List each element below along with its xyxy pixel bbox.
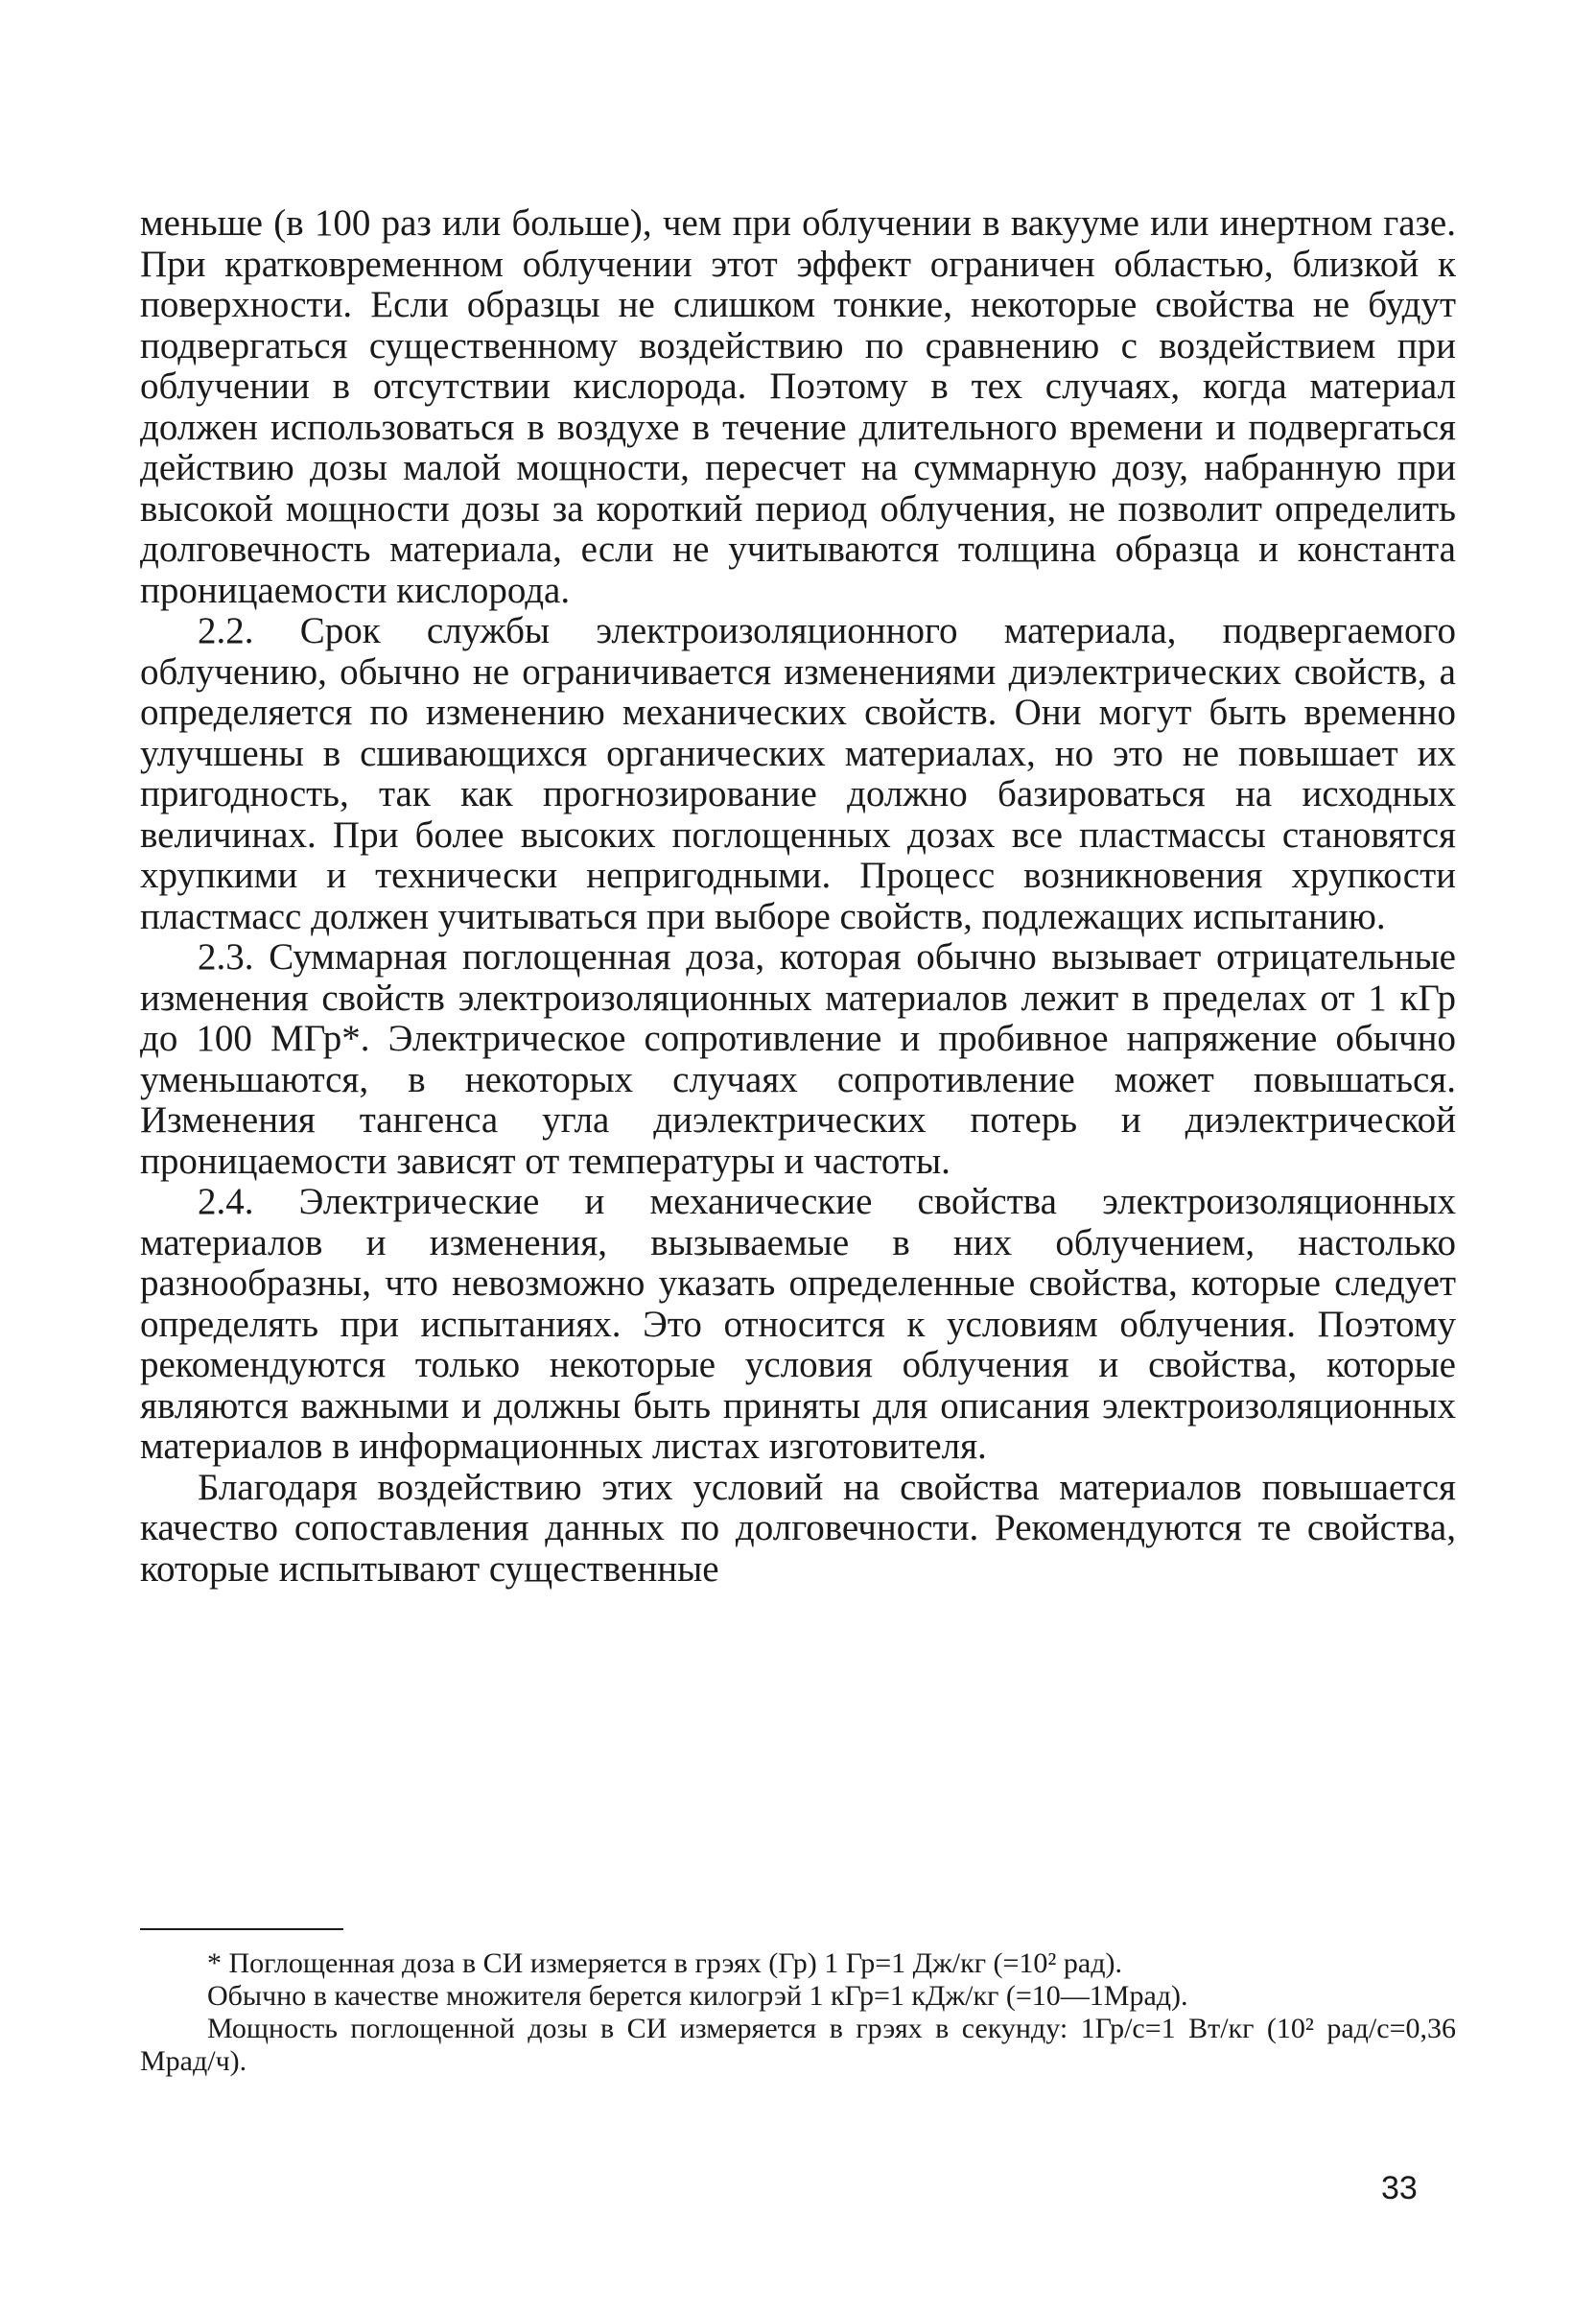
footnote-dose-rate: Мощность поглощенной дозы в СИ измеряется в грэях в секунду: 1Гр/с=1 Вт/кг (10² рад/с=0,36 Мрад/ч). [140, 2013, 1456, 2077]
footnotes [140, 1928, 1456, 2078]
paragraph-2-3: 2.3. Суммарная поглощенная доза, которая обычно вызывает отрицательные изменения свойств электроизоляционных материалов лежит в пределах от 1 кГр до 100 МГр*. Электрическое сопротивление и пробивное напряжение обычно уменьшаются, в некоторых случаях сопротивление может повышаться. Изменения тангенса угла диэлектрических потерь и диэлектрической проницаемости зависят от температуры и частоты. [140, 936, 1456, 1182]
paragraph-continuation: меньше (в 100 раз или больше), чем при облучении в вакууме или инертном газе. При кратковременном облучении этот эффект ограничен областью, близкой к поверхности. Если образцы не слишком тонкие, некоторые свойства не будут подвергаться существенному воздействию по сравнению с воздействием при облучении в отсутствии кислорода. Поэтому в тех случаях, когда материал должен использоваться в воздухе в течение длительного времени и подвергаться действию дозы малой мощности, пересчет на суммарную дозу, набранную при высокой мощности дозы за короткий период облучения, не позволит определить долговечность материала, если не учитываются толщина образца и константа проницаемости кислорода. [140, 202, 1456, 611]
paragraph-2-2: 2.2. Срок службы электроизоляционного материала, подвергаемого облучению, обычно не ограничивается изменениями диэлектрических свойств, а определяется по изменению механических свойств. Они могут быть временно улучшены в сшивающихся органических материалах, но это не повышает их пригодность, так как прогнозирование должно базироваться на исходных величинах. При более высоких поглощенных дозах все пластмассы становятся хрупкими и технически непригодными. Процесс возникновения хрупкости пластмасс должен учитываться при выборе свойств, подлежащих испытанию. [140, 610, 1456, 937]
footnote-absorbed-dose: * Поглощенная доза в СИ измеряется в грэях (Гр) 1 Гр=1 Дж/кг (=10² рад). [207, 1947, 1122, 1979]
document-body [140, 203, 1456, 1590]
paragraph-conclusion: Благодаря воздействию этих условий на свойства материалов повышается качество сопоставления данных по долговечности. Рекомендуются те свойства, которые испытывают существенные [140, 1466, 1456, 1590]
footnote-multiplier: Обычно в качестве множителя берется килогрэй 1 кГр=1 кДж/кг (=10—1Мрад). [207, 1980, 1188, 2012]
page-number: 33 [1381, 2170, 1418, 2206]
footnote-divider [140, 1928, 343, 1930]
paragraph-2-4: 2.4. Электрические и механические свойства электроизоляционных материалов и изменения, вызываемые в них облучением, настолько разнообразны, что невозможно указать определенные свойства, которые следует определять при испытаниях. Это относится к условиям облучения. Поэтому рекомендуются только некоторые условия облучения и свойства, которые являются важными и должны быть приняты для описания электроизоляционных материалов в информационных листах изготовителя. [140, 1181, 1456, 1467]
